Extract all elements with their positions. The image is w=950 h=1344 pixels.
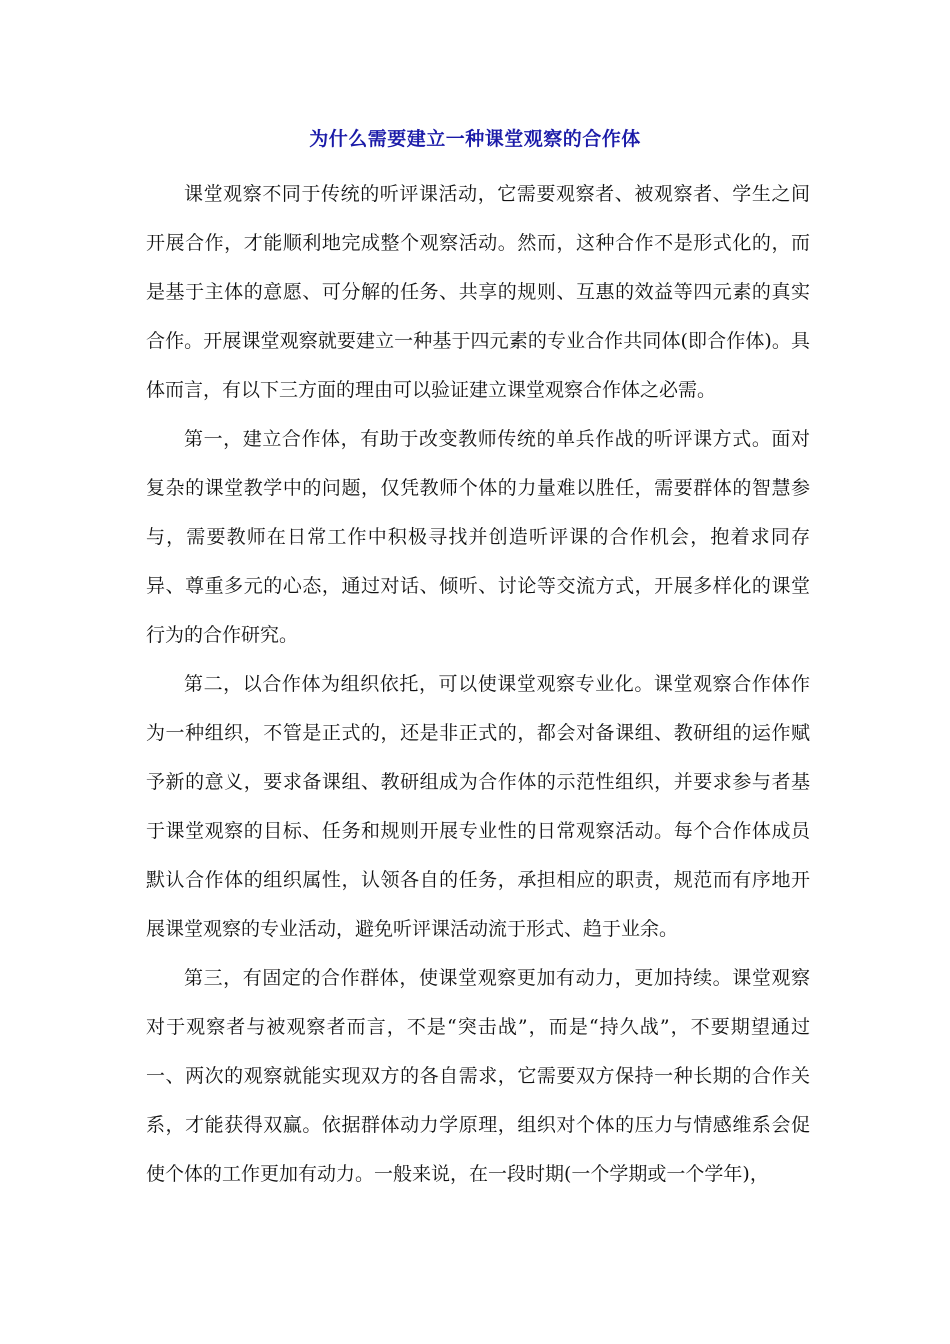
paragraph-intro: 课堂观察不同于传统的听评课活动，它需要观察者、被观察者、学生之间开展合作，才能顺利地完成整个观察活动。然而，这种合作不是形式化的，而是基于主体的意愿、可分解的任务、共享的规则、互惠的效益等四元素的真实合作。开展课堂观察就要建立一种基于四元素的专业合作共同体(即合作体)。具体而言，有以下三方面的理由可以验证建立课堂观察合作体之必需。: [146, 183, 810, 401]
paragraph-second-reason: 第二，以合作体为组织依托，可以使课堂观察专业化。课堂观察合作体作为一种组织，不管是正式的，还是非正式的，都会对备课组、教研组的运作赋予新的意义，要求备课组、教研组成为合作体的示范性组织，并要求参与者基于课堂观察的目标、任务和规则开展专业性的日常观察活动。每个合作体成员默认合作体的组织属性，认领各自的任务，承担相应的职责，规范而有序地开展课堂观察的专业活动，避免听评课活动流于形式、趋于业余。: [146, 673, 810, 940]
document-body: [146, 170, 810, 1199]
paragraph-first-reason: 第一，建立合作体，有助于改变教师传统的单兵作战的听评课方式。面对复杂的课堂教学中的问题，仅凭教师个体的力量难以胜任，需要群体的智慧参与，需要教师在日常工作中积极寻找并创造听评课的合作机会，抱着求同存异、尊重多元的心态，通过对话、倾听、讨论等交流方式，开展多样化的课堂行为的合作研究。: [146, 428, 810, 646]
paragraph-third-reason: 第三，有固定的合作群体，使课堂观察更加有动力，更加持续。课堂观察对于观察者与被观察者而言，不是“突击战”，而是“持久战”，不要期望通过一、两次的观察就能实现双方的各自需求，它需要双方保持一种长期的合作关系，才能获得双赢。依据群体动力学原理，组织对个体的压力与情感维系会促使个体的工作更加有动力。一般来说，在一段时期(一个学期或一个学年)，: [146, 967, 810, 1185]
document-title: 为什么需要建立一种课堂观察的合作体: [309, 128, 641, 150]
